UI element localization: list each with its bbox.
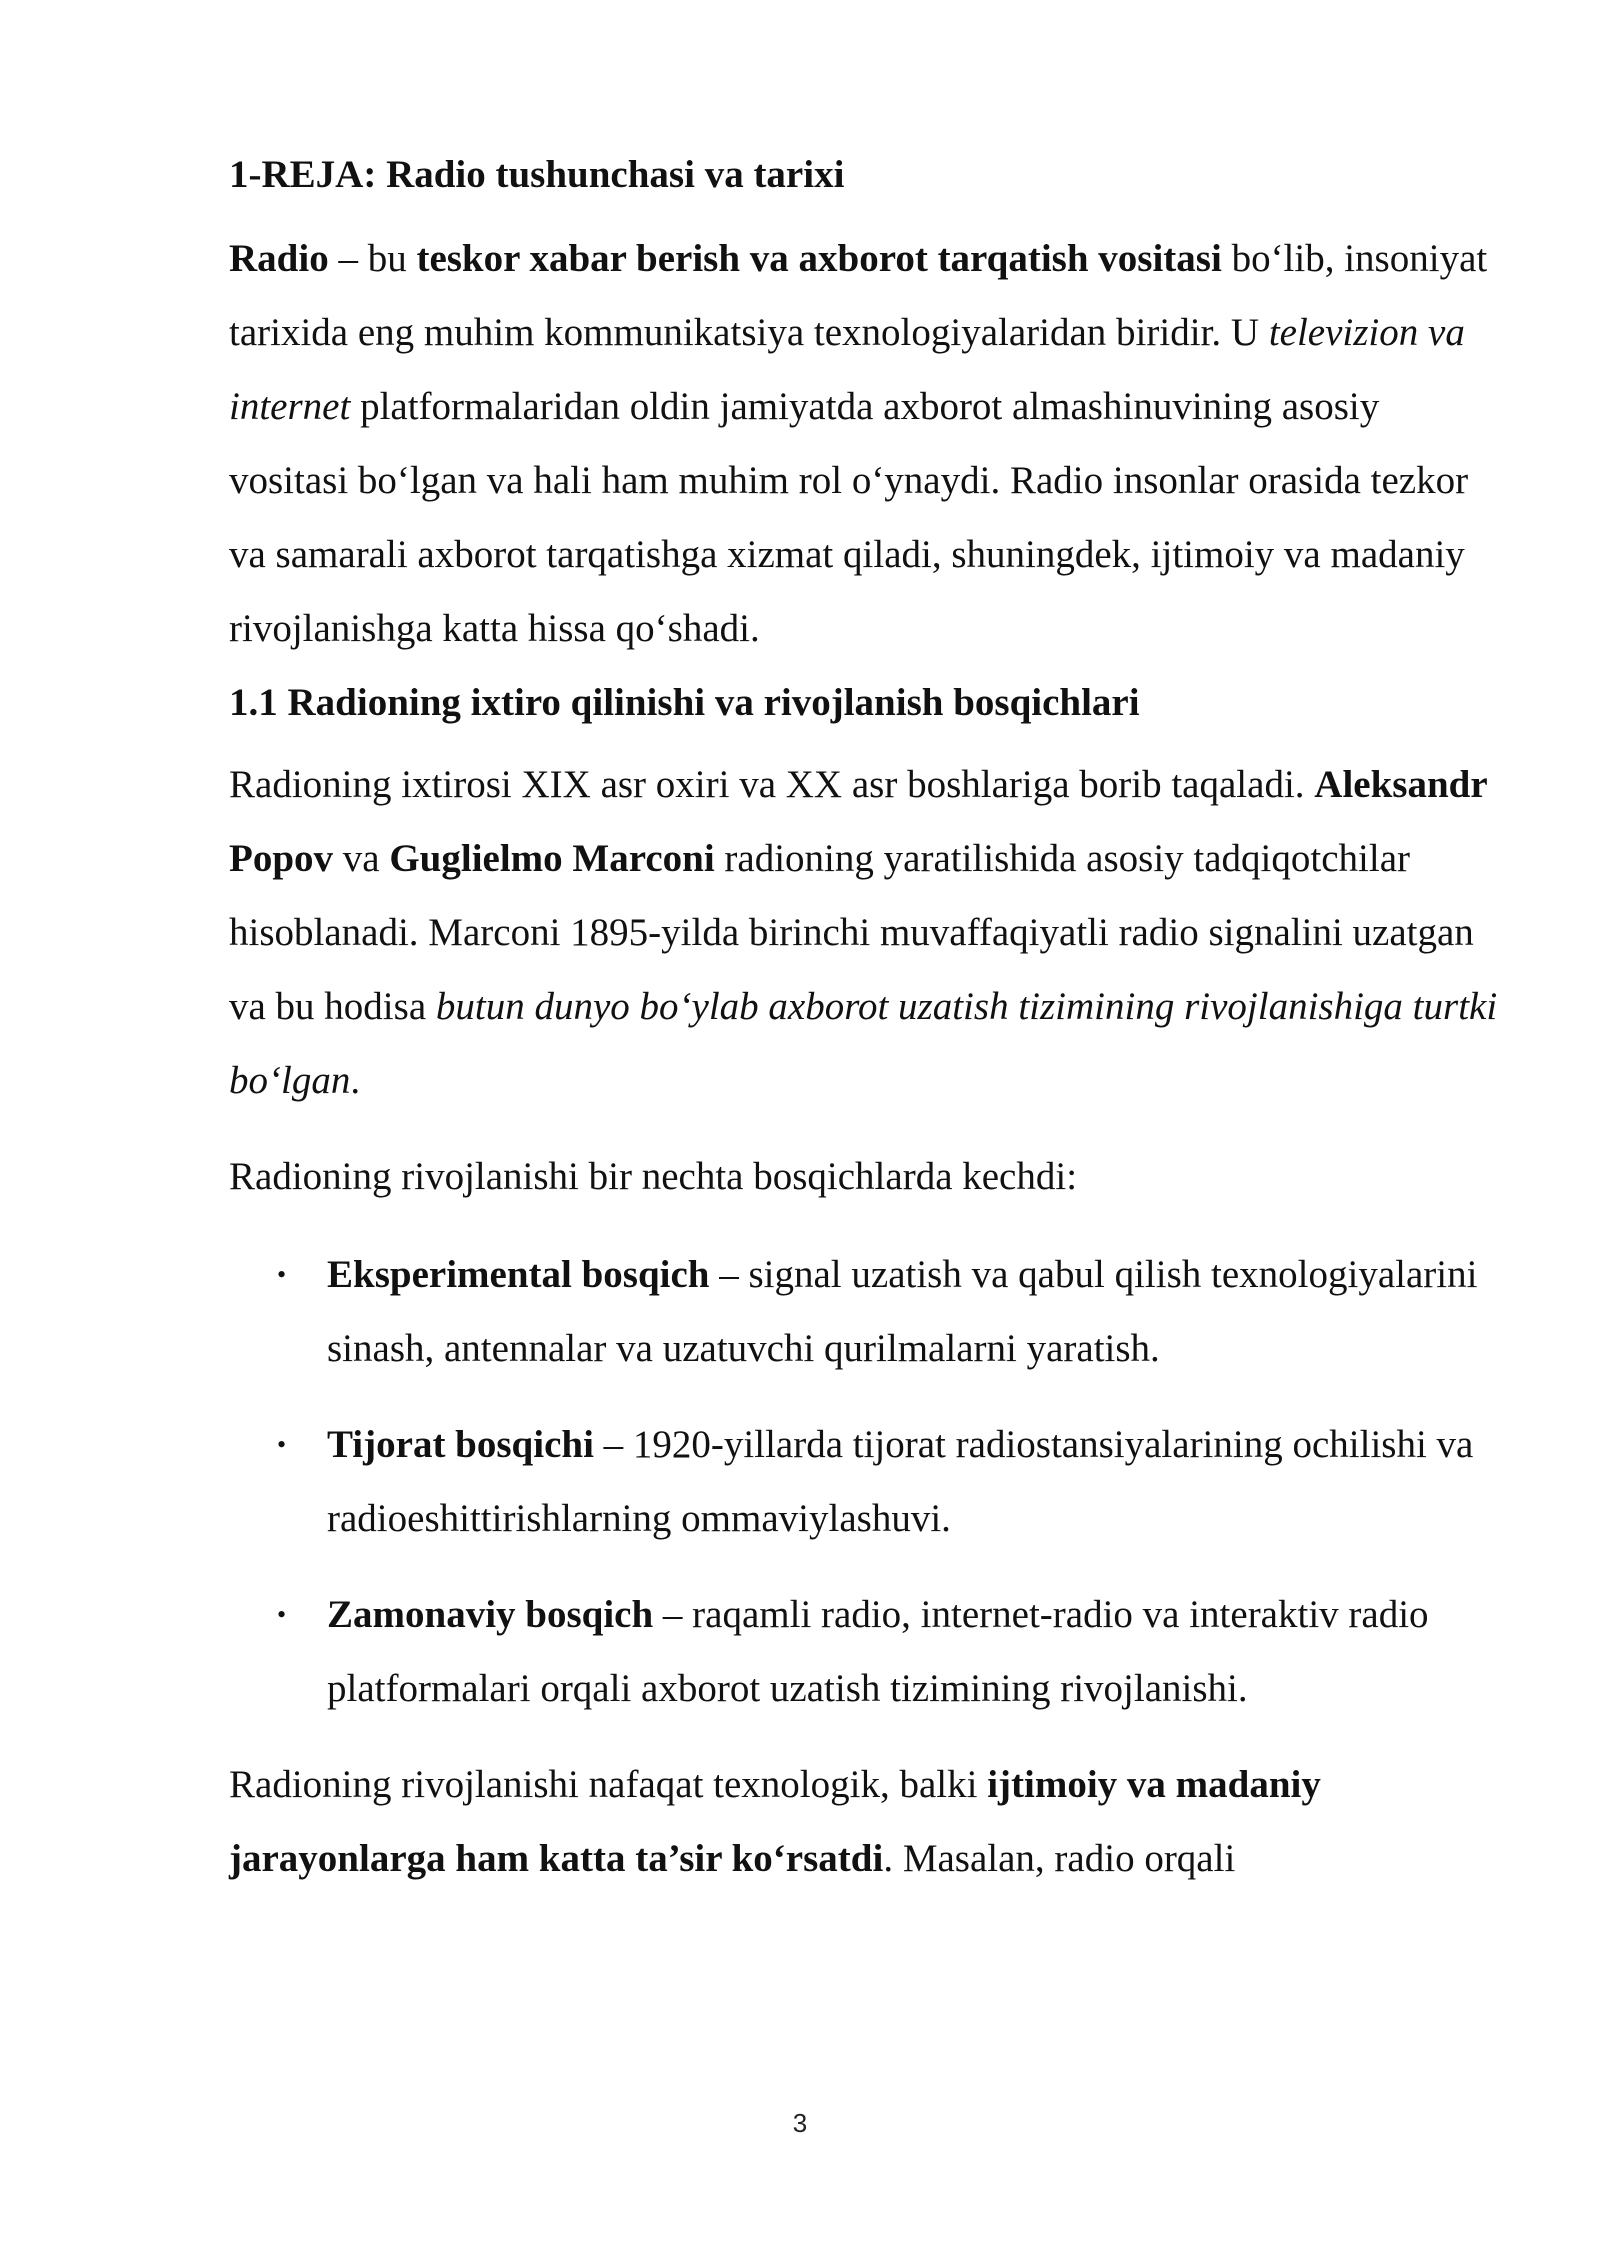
stages-bullet-list	[229, 1238, 1501, 1726]
bullet-title: Zamonaviy bosqich	[327, 1593, 654, 1636]
text-run: radioning yaratilishida asosiy tadqiqotchilar hisoblanadi. Marconi 1895-yilda birinchi muvaffaqiyatli radio signalini uzatgan va bu hodisa	[229, 837, 1474, 1028]
list-item	[229, 1238, 1501, 1386]
subsection-heading-invention: 1.1 Radioning ixtiro qilinishi va rivojlanish bosqichlari	[229, 681, 1140, 724]
text-run: Radioning rivojlanishi nafaqat texnologik, balki	[229, 1763, 988, 1806]
page-number: 3	[792, 2108, 808, 2138]
paragraph-social-impact	[229, 1748, 1501, 1896]
text-run: bo‘lib, insoniyat tarixida eng muhim kommunikatsiya texnologiyalaridan biridir. U	[229, 237, 1488, 354]
section-heading-reja: 1-REJA: Radio tushunchasi va tarixi	[229, 153, 845, 196]
document-page	[229, 150, 1501, 1896]
bullet-icon: •	[277, 1600, 287, 1629]
bold-phrase-definition: teskor xabar berish va axborot tarqatish vositasi	[416, 237, 1222, 280]
text-run: .	[350, 1059, 361, 1102]
paragraph-radio-definition	[229, 222, 1501, 666]
bullet-title: Eksperimental bosqich	[327, 1253, 710, 1296]
text-run: va	[333, 837, 390, 880]
bold-term-radio: Radio	[229, 237, 329, 280]
text-run: . Masalan, radio orqali	[883, 1837, 1236, 1880]
list-item	[229, 1578, 1501, 1726]
text-run: – bu	[328, 237, 417, 280]
bullet-text: – raqamli radio, internet-radio va interaktiv radio platformalari orqali axborot uzatish tizimining rivojlanishi.	[327, 1593, 1429, 1710]
list-item	[229, 1408, 1501, 1556]
bold-name-marconi: Guglielmo Marconi	[389, 837, 715, 880]
bullet-title: Tijorat bosqichi	[327, 1423, 594, 1466]
bullet-icon: •	[277, 1430, 287, 1459]
text-run: platformalaridan oldin jamiyatda axborot almashinuvining asosiy vositasi bo‘lgan va hali ham muhim rol o‘ynaydi. Radio insonlar orasida tezkor va samarali axborot tarqatishga xizmat qiladi, shuningdek, ijtimoiy va madaniy rivojlanishga katta hissa qo‘shadi.	[229, 385, 1469, 650]
bullet-text: – signal uzatish va qabul qilish texnologiyalarini sinash, antennalar va uzatuvchi qurilmalarni yaratish.	[327, 1253, 1478, 1370]
italic-phrase-platforms: televizion va internet	[229, 311, 1465, 428]
bold-phrase-social-cultural: ijtimoiy va madaniy jarayonlarga ham katta ta’sir ko‘rsatdi	[229, 1763, 1321, 1880]
text-run: Radioning ixtirosi XIX asr oxiri va XX asr boshlariga borib taqaladi.	[229, 763, 1315, 806]
bullet-icon: •	[277, 1260, 287, 1289]
bold-name-popov: Aleksandr Popov	[229, 763, 1487, 880]
italic-phrase-impact: butun dunyo bo‘ylab axborot uzatish tizimining rivojlanishiga turtki bo‘lgan	[229, 985, 1498, 1102]
paragraph-stages-intro: Radioning rivojlanishi bir nechta bosqichlarda kechdi:	[229, 1155, 1078, 1198]
paragraph-invention-history	[229, 748, 1501, 1118]
bullet-text: – 1920-yillarda tijorat radiostansiyalarining ochilishi va radioeshittirishlarning ommaviylashuvi.	[327, 1423, 1474, 1540]
